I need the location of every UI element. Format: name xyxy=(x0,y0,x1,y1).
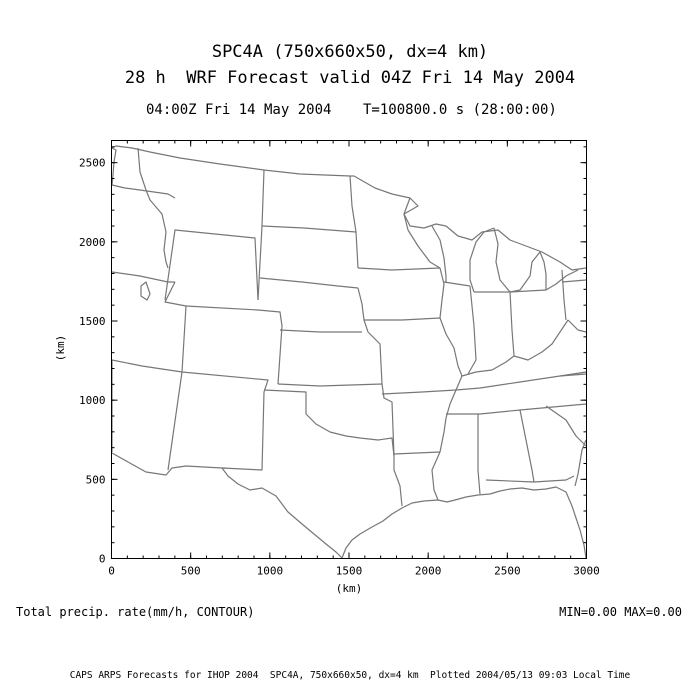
utah-wyoming xyxy=(165,230,258,300)
min-max-label: MIN=0.00 MAX=0.00 xyxy=(559,605,682,619)
ohio-river xyxy=(462,320,568,376)
x-tick-label: 1000 xyxy=(256,564,284,578)
michigan-thumb xyxy=(494,228,546,292)
pacific-coastline xyxy=(112,148,116,185)
x-tick-label: 500 xyxy=(180,564,201,578)
louisiana-arkansas xyxy=(394,452,440,454)
oklahoma-texas xyxy=(306,414,394,456)
lake-michigan-east xyxy=(470,228,494,292)
x-tick-label: 1500 xyxy=(335,564,363,578)
georgia-florida xyxy=(486,476,574,482)
x-axis-label: (km) xyxy=(335,582,363,595)
west-virginia xyxy=(568,320,586,332)
dakota-minnesota xyxy=(350,176,358,268)
nebraska-kansas xyxy=(280,330,362,332)
valid-time-label: 04:00Z Fri 14 May 2004 xyxy=(146,102,332,118)
title-line-1: SPC4A (750x660x50, dx=4 km) xyxy=(211,42,489,62)
minnesota-iowa xyxy=(358,268,440,270)
kansas-oklahoma xyxy=(278,384,382,386)
tennessee-south xyxy=(446,404,586,414)
mississippi-river xyxy=(440,268,462,452)
lake-michigan-west xyxy=(432,226,446,282)
y-axis-label: (km) xyxy=(54,334,67,362)
y-tick-label: 2000 xyxy=(79,235,106,249)
x-tick-label: 2000 xyxy=(414,564,442,578)
montana-dakota xyxy=(258,170,264,300)
x-tick-label: 3000 xyxy=(573,564,600,578)
nevada-california xyxy=(112,360,182,372)
kansas-missouri xyxy=(368,332,382,384)
x-tick-label: 0 xyxy=(108,564,115,578)
y-tick-label: 2500 xyxy=(79,156,106,170)
arizona-east xyxy=(168,372,182,470)
sd-nebraska xyxy=(260,278,358,288)
y-tick-label: 0 xyxy=(98,552,106,566)
texas-east xyxy=(394,456,402,506)
northern-border-west xyxy=(112,272,175,282)
footer-credit: CAPS ARPS Forecasts for IHOP 2004 SPC4A, 750x660x50, dx=4 km Plotted 2004/05/13 09:03 Local Time xyxy=(69,670,631,681)
idaho-boundary xyxy=(138,148,168,268)
y-tick-label: 1500 xyxy=(79,315,106,328)
y-tick-label: 1000 xyxy=(79,394,106,408)
y-axis-ticks xyxy=(79,147,587,566)
louisiana-mississippi xyxy=(432,452,440,500)
canada-border xyxy=(112,146,586,270)
title-line-2: 28 h WRF Forecast valid 04Z Fri 14 May 2004 xyxy=(124,68,576,88)
pennsylvania-north xyxy=(562,280,586,282)
alabama-georgia xyxy=(520,410,534,482)
y-tick-label: 500 xyxy=(85,473,106,487)
oklahoma-panhandle xyxy=(264,390,306,414)
missouri-arkansas xyxy=(382,390,456,394)
minnesota-wisconsin xyxy=(404,198,440,268)
state-boundaries xyxy=(112,146,586,558)
nd-sd xyxy=(262,226,356,232)
x-tick-label: 2500 xyxy=(494,564,521,578)
illinois-wisconsin xyxy=(444,282,470,286)
illinois-indiana xyxy=(468,286,476,374)
nebraska-iowa xyxy=(358,288,368,332)
kentucky-tennessee xyxy=(456,372,586,390)
iowa-missouri xyxy=(364,318,440,320)
indiana-ohio xyxy=(510,292,514,356)
nevada-utah xyxy=(165,282,186,372)
map-frame xyxy=(112,141,587,559)
wa-or-border xyxy=(112,185,175,198)
great-salt-lake xyxy=(141,282,150,300)
new-mexico xyxy=(182,372,268,470)
mississippi-alabama xyxy=(478,414,480,494)
seconds-label: T=100800.0 s (28:00:00) xyxy=(363,102,557,118)
variable-label: Total precip. rate(mm/h, CONTOUR) xyxy=(16,605,255,619)
colorado xyxy=(186,306,282,384)
gulf-coastline xyxy=(342,487,586,558)
georgia-carolina xyxy=(546,406,586,446)
